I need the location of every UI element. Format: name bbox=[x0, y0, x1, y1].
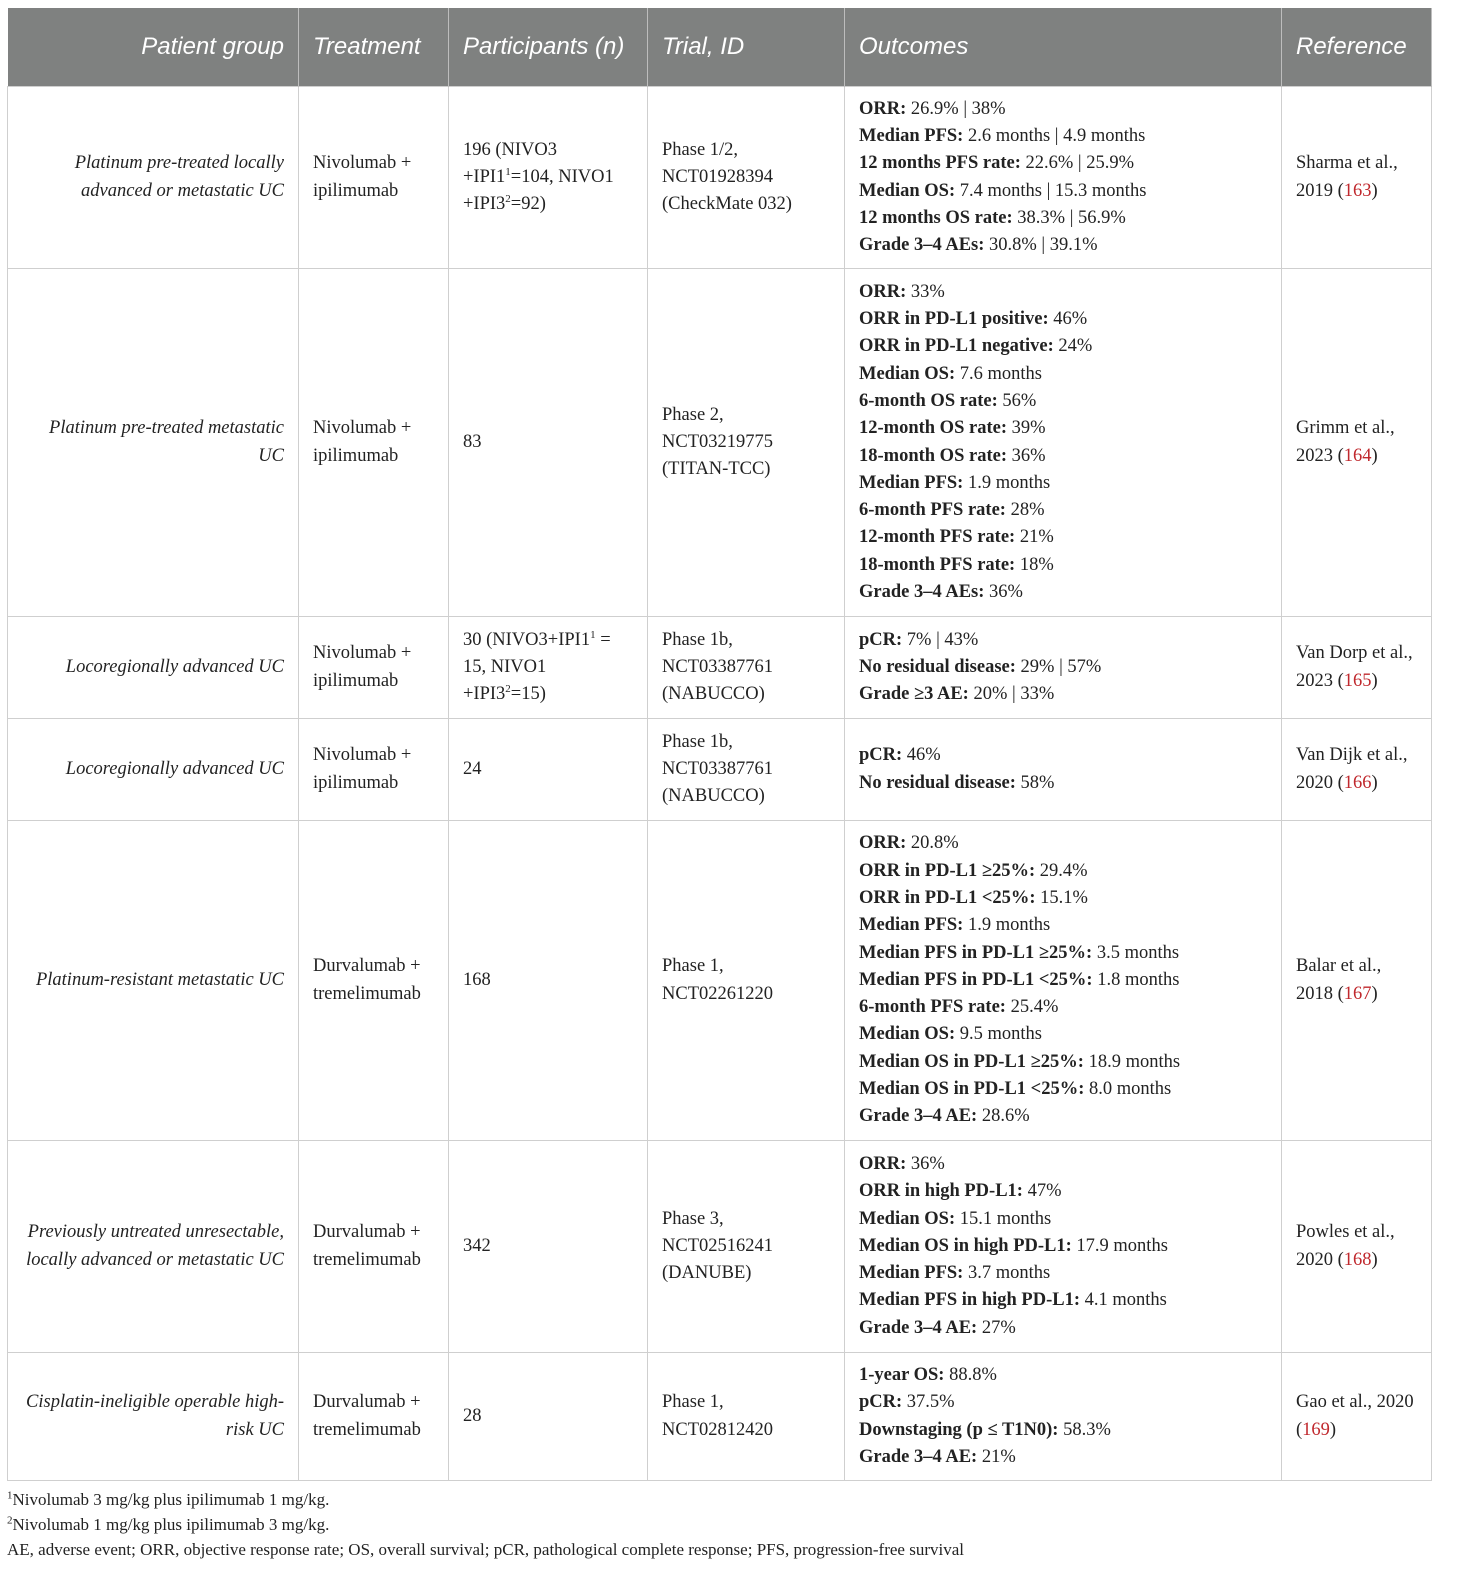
table-row bbox=[8, 87, 1432, 269]
reference-link[interactable]: 167 bbox=[1343, 983, 1372, 1004]
table-footnotes bbox=[7, 1487, 1431, 1562]
outcome-line bbox=[859, 150, 1267, 177]
outcome-line bbox=[859, 858, 1267, 885]
outcome-label: Downstaging (p ≤ T1N0): bbox=[859, 1419, 1059, 1440]
outcome-label: Grade 3–4 AEs: bbox=[859, 235, 985, 256]
outcome-label: ORR: bbox=[859, 281, 907, 302]
outcome-value: 37.5% bbox=[902, 1392, 955, 1413]
header-patient-group: Patient group bbox=[8, 8, 299, 87]
outcome-line bbox=[859, 524, 1267, 551]
outcome-value: 24% bbox=[1053, 336, 1093, 357]
participants-cell bbox=[449, 617, 648, 719]
outcome-value: 28% bbox=[1005, 500, 1045, 521]
table-row bbox=[8, 821, 1432, 1141]
outcome-label: ORR: bbox=[859, 98, 907, 119]
reference-text: Van Dorp et al., 2023 ( bbox=[1296, 643, 1413, 691]
trial-cell: Phase 2, NCT03219775 (TITAN-TCC) bbox=[648, 269, 845, 617]
outcome-line bbox=[859, 388, 1267, 415]
reference-link[interactable]: 166 bbox=[1343, 772, 1372, 793]
outcome-value: 3.5 months bbox=[1092, 942, 1180, 963]
outcome-line bbox=[859, 96, 1267, 123]
outcome-label: pCR: bbox=[859, 745, 903, 766]
participants-text: 196 (NIVO3 +IPI1 bbox=[463, 139, 558, 187]
reference-cell: Grimm et al., 2023 (164) bbox=[1282, 269, 1432, 617]
reference-link[interactable]: 168 bbox=[1343, 1249, 1372, 1270]
outcome-label: ORR in high PD-L1: bbox=[859, 1181, 1023, 1202]
table-row bbox=[8, 1353, 1432, 1481]
outcome-value: 8.0 months bbox=[1084, 1079, 1172, 1100]
outcomes-cell bbox=[845, 1353, 1282, 1481]
participants-text: 24 bbox=[463, 758, 482, 779]
reference-link[interactable]: 169 bbox=[1302, 1419, 1330, 1440]
outcome-line bbox=[859, 205, 1267, 232]
outcome-line bbox=[859, 1206, 1267, 1233]
outcome-line bbox=[859, 443, 1267, 470]
participants-text: 168 bbox=[463, 969, 491, 990]
trial-cell: Phase 3, NCT02516241 (DANUBE) bbox=[648, 1141, 845, 1353]
outcomes-cell bbox=[845, 1141, 1282, 1353]
outcomes-cell bbox=[845, 821, 1282, 1141]
outcome-value: 20.8% bbox=[906, 833, 959, 854]
outcome-value: 18.9 months bbox=[1083, 1051, 1181, 1072]
outcome-line bbox=[859, 654, 1267, 681]
outcome-line bbox=[859, 470, 1267, 497]
outcome-label: pCR: bbox=[859, 629, 903, 650]
outcome-value: 2.6 months | 4.9 months bbox=[963, 125, 1146, 146]
outcome-line bbox=[859, 178, 1267, 205]
outcome-label: ORR in PD-L1 negative: bbox=[859, 336, 1054, 357]
outcome-line bbox=[859, 994, 1267, 1021]
outcome-line bbox=[859, 1389, 1267, 1416]
outcome-line bbox=[859, 497, 1267, 524]
patient-group-cell: Platinum-resistant metastatic UC bbox=[8, 821, 299, 1141]
trial-cell: Phase 1, NCT02261220 bbox=[648, 821, 845, 1141]
trial-cell: Phase 1b, NCT03387761 (NABUCCO) bbox=[648, 617, 845, 719]
patient-group-cell: Previously untreated unresectable, locally advanced or metastatic UC bbox=[8, 1141, 299, 1353]
outcome-label: ORR in PD-L1 ≥25%: bbox=[859, 860, 1036, 881]
outcome-line bbox=[859, 552, 1267, 579]
outcome-value: 33% bbox=[906, 281, 945, 302]
outcome-label: ORR in PD-L1 <25%: bbox=[859, 887, 1036, 908]
outcome-label: 12-month OS rate: bbox=[859, 418, 1007, 439]
outcome-value: 36% bbox=[906, 1153, 945, 1174]
footnote bbox=[7, 1537, 1431, 1562]
outcome-line bbox=[859, 333, 1267, 360]
outcome-value: 38.3% | 56.9% bbox=[1012, 207, 1126, 228]
outcome-value: 30.8% | 39.1% bbox=[984, 235, 1098, 256]
reference-cell: Sharma et al., 2019 (163) bbox=[1282, 87, 1432, 269]
outcome-line bbox=[859, 306, 1267, 333]
outcome-value: 28.6% bbox=[977, 1106, 1030, 1127]
outcome-value: 39% bbox=[1006, 418, 1046, 439]
patient-group-cell: Platinum pre-treated locally advanced or metastatic UC bbox=[8, 87, 299, 269]
outcome-line bbox=[859, 361, 1267, 388]
outcome-value: 36% bbox=[984, 581, 1023, 602]
header-outcomes: Outcomes bbox=[845, 8, 1282, 87]
reference-link[interactable]: 165 bbox=[1343, 670, 1372, 691]
outcome-label: 6-month PFS rate: bbox=[859, 997, 1006, 1018]
outcome-label: Median OS: bbox=[859, 1024, 956, 1045]
outcome-value: 18% bbox=[1015, 554, 1054, 575]
reference-link[interactable]: 164 bbox=[1343, 445, 1372, 466]
outcome-line bbox=[859, 1151, 1267, 1178]
outcome-label: Grade 3–4 AE: bbox=[859, 1446, 978, 1467]
outcome-label: Median PFS: bbox=[859, 1263, 964, 1284]
reference-cell: Powles et al., 2020 (168) bbox=[1282, 1141, 1432, 1353]
outcome-value: 29.4% bbox=[1035, 860, 1088, 881]
outcome-line bbox=[859, 1103, 1267, 1130]
outcome-label: ORR: bbox=[859, 833, 907, 854]
participants-cell bbox=[449, 719, 648, 821]
reference-cell: Van Dorp et al., 2023 (165) bbox=[1282, 617, 1432, 719]
outcome-line bbox=[859, 1049, 1267, 1076]
reference-cell: Gao et al., 2020 (169) bbox=[1282, 1353, 1432, 1481]
participants-text: 30 (NIVO3+IPI1 bbox=[463, 629, 591, 650]
outcome-value: 47% bbox=[1022, 1181, 1062, 1202]
participants-text: 28 bbox=[463, 1405, 482, 1426]
outcome-line bbox=[859, 579, 1267, 606]
participants-text: =104, NIVO1 +IPI3 bbox=[463, 166, 614, 215]
participants-cell bbox=[449, 269, 648, 617]
outcome-value: 88.8% bbox=[944, 1364, 997, 1385]
treatment-cell: Durvalumab + tremelimumab bbox=[299, 821, 449, 1141]
outcome-value: 17.9 months bbox=[1071, 1235, 1168, 1256]
table-row bbox=[8, 719, 1432, 821]
outcome-label: 6-month PFS rate: bbox=[859, 500, 1006, 521]
header-trial: Trial, ID bbox=[648, 8, 845, 87]
outcome-line bbox=[859, 1178, 1267, 1205]
outcome-label: Median OS: bbox=[859, 1208, 956, 1229]
results-table bbox=[7, 8, 1432, 1481]
participants-text: =15) bbox=[510, 684, 546, 705]
participants-cell bbox=[449, 1141, 648, 1353]
outcome-line bbox=[859, 681, 1267, 708]
outcome-line bbox=[859, 232, 1267, 259]
footnote-mark: 1 bbox=[7, 1489, 13, 1502]
participants-cell bbox=[449, 87, 648, 269]
outcome-value: 20% | 33% bbox=[968, 684, 1055, 705]
participants-text: 83 bbox=[463, 431, 482, 452]
trial-cell: Phase 1b, NCT03387761 (NABUCCO) bbox=[648, 719, 845, 821]
outcome-value: 27% bbox=[977, 1317, 1016, 1338]
outcome-line bbox=[859, 1362, 1267, 1389]
outcome-label: Grade 3–4 AE: bbox=[859, 1106, 978, 1127]
outcome-label: 1-year OS: bbox=[859, 1364, 945, 1385]
outcome-value: 1.8 months bbox=[1092, 969, 1180, 990]
outcome-value: 25.4% bbox=[1005, 997, 1059, 1018]
reference-text: Gao et al., 2020 ( bbox=[1296, 1392, 1414, 1440]
outcome-label: 12 months OS rate: bbox=[859, 207, 1013, 228]
outcome-value: 56% bbox=[997, 390, 1037, 411]
footnote-mark: 2 bbox=[505, 682, 511, 695]
footnote bbox=[7, 1512, 1431, 1537]
outcome-value: 58.3% bbox=[1058, 1419, 1111, 1440]
outcomes-cell bbox=[845, 617, 1282, 719]
header-reference: Reference bbox=[1282, 8, 1432, 87]
patient-group-cell: Cisplatin-ineligible operable high-risk UC bbox=[8, 1353, 299, 1481]
outcome-label: Grade 3–4 AE: bbox=[859, 1317, 978, 1338]
outcome-value: 36% bbox=[1006, 445, 1046, 466]
outcome-value: 26.9% | 38% bbox=[906, 98, 1006, 119]
outcome-value: 7% | 43% bbox=[902, 629, 979, 650]
outcome-label: Median OS in high PD-L1: bbox=[859, 1235, 1072, 1256]
header-row bbox=[8, 8, 1432, 87]
reference-cell: Van Dijk et al., 2020 (166) bbox=[1282, 719, 1432, 821]
treatment-cell: Durvalumab + tremelimumab bbox=[299, 1141, 449, 1353]
trial-cell: Phase 1, NCT02812420 bbox=[648, 1353, 845, 1481]
outcome-label: 18-month OS rate: bbox=[859, 445, 1007, 466]
outcome-label: 12 months PFS rate: bbox=[859, 153, 1021, 174]
table-row bbox=[8, 617, 1432, 719]
outcome-value: 21% bbox=[977, 1446, 1016, 1467]
outcome-line bbox=[859, 415, 1267, 442]
outcome-label: 12-month PFS rate: bbox=[859, 527, 1016, 548]
outcome-label: Median OS: bbox=[859, 180, 956, 201]
outcome-label: Median OS in PD-L1 <25%: bbox=[859, 1079, 1085, 1100]
treatment-cell: Nivolumab + ipilimumab bbox=[299, 719, 449, 821]
outcome-label: ORR in PD-L1 positive: bbox=[859, 309, 1049, 330]
outcome-value: 7.4 months | 15.3 months bbox=[955, 180, 1147, 201]
outcome-label: 6-month OS rate: bbox=[859, 390, 998, 411]
reference-text: Sharma et al., 2019 ( bbox=[1296, 153, 1398, 201]
outcome-value: 21% bbox=[1015, 527, 1054, 548]
reference-text: Van Dijk et al., 2020 ( bbox=[1296, 745, 1408, 793]
reference-text: Grimm et al., 2023 ( bbox=[1296, 418, 1395, 466]
outcome-value: 1.9 months bbox=[963, 472, 1051, 493]
outcome-value: 4.1 months bbox=[1080, 1290, 1167, 1311]
outcome-value: 22.6% | 25.9% bbox=[1020, 153, 1135, 174]
outcome-label: 18-month PFS rate: bbox=[859, 554, 1016, 575]
outcome-value: 29% | 57% bbox=[1015, 656, 1102, 677]
outcome-label: Median PFS: bbox=[859, 915, 964, 936]
footnote-mark: 2 bbox=[7, 1514, 13, 1527]
outcome-line bbox=[859, 1444, 1267, 1471]
treatment-cell: Durvalumab + tremelimumab bbox=[299, 1353, 449, 1481]
footnote bbox=[7, 1487, 1431, 1512]
outcome-line bbox=[859, 1076, 1267, 1103]
outcome-label: No residual disease: bbox=[859, 772, 1016, 793]
outcome-line bbox=[859, 912, 1267, 939]
outcome-label: Grade ≥3 AE: bbox=[859, 684, 969, 705]
outcome-value: 46% bbox=[1048, 309, 1088, 330]
footnote-text: AE, adverse event; ORR, objective response rate; OS, overall survival; pCR, pathological complete response; PFS, progression-free survival bbox=[7, 1540, 964, 1559]
footnote-text: Nivolumab 3 mg/kg plus ipilimumab 1 mg/kg. bbox=[12, 1490, 330, 1509]
outcome-value: 3.7 months bbox=[963, 1263, 1051, 1284]
footnote-mark: 1 bbox=[505, 165, 511, 178]
outcome-label: pCR: bbox=[859, 1392, 903, 1413]
outcome-line bbox=[859, 1260, 1267, 1287]
outcome-value: 46% bbox=[902, 745, 941, 766]
trial-cell: Phase 1/2, NCT01928394 (CheckMate 032) bbox=[648, 87, 845, 269]
header-participants: Participants (n) bbox=[449, 8, 648, 87]
patient-group-cell: Locoregionally advanced UC bbox=[8, 719, 299, 821]
footnote-text: Nivolumab 1 mg/kg plus ipilimumab 3 mg/kg. bbox=[12, 1515, 330, 1534]
outcome-line bbox=[859, 279, 1267, 306]
outcome-line bbox=[859, 1315, 1267, 1342]
outcome-line bbox=[859, 1417, 1267, 1444]
outcome-line bbox=[859, 885, 1267, 912]
outcome-line bbox=[859, 123, 1267, 150]
outcome-label: Median PFS in PD-L1 ≥25%: bbox=[859, 942, 1093, 963]
reference-text: Powles et al., 2020 ( bbox=[1296, 1222, 1395, 1270]
table-row bbox=[8, 1141, 1432, 1353]
participants-text: =92) bbox=[510, 194, 546, 215]
outcomes-cell bbox=[845, 719, 1282, 821]
outcomes-cell bbox=[845, 269, 1282, 617]
outcome-value: 7.6 months bbox=[955, 363, 1042, 384]
patient-group-cell: Platinum pre-treated metastatic UC bbox=[8, 269, 299, 617]
reference-text: Balar et al., 2018 ( bbox=[1296, 956, 1382, 1004]
outcome-label: Median PFS: bbox=[859, 125, 964, 146]
outcome-line bbox=[859, 967, 1267, 994]
outcome-label: Median PFS: bbox=[859, 472, 964, 493]
treatment-cell: Nivolumab + ipilimumab bbox=[299, 87, 449, 269]
outcome-line bbox=[859, 1287, 1267, 1314]
footnote-mark: 2 bbox=[505, 192, 511, 205]
outcome-line bbox=[859, 742, 1267, 769]
outcome-line bbox=[859, 940, 1267, 967]
outcome-line bbox=[859, 1233, 1267, 1260]
treatment-cell: Nivolumab + ipilimumab bbox=[299, 617, 449, 719]
outcome-value: 58% bbox=[1015, 772, 1055, 793]
outcomes-cell bbox=[845, 87, 1282, 269]
outcome-line bbox=[859, 770, 1267, 797]
outcome-label: No residual disease: bbox=[859, 656, 1016, 677]
outcome-value: 9.5 months bbox=[955, 1024, 1042, 1045]
outcome-value: 1.9 months bbox=[963, 915, 1051, 936]
table-row bbox=[8, 269, 1432, 617]
outcome-label: ORR: bbox=[859, 1153, 907, 1174]
reference-cell: Balar et al., 2018 (167) bbox=[1282, 821, 1432, 1141]
outcome-label: Median OS in PD-L1 ≥25%: bbox=[859, 1051, 1084, 1072]
outcome-label: Median PFS in high PD-L1: bbox=[859, 1290, 1080, 1311]
outcome-value: 15.1% bbox=[1035, 887, 1088, 908]
participants-cell bbox=[449, 1353, 648, 1481]
reference-link[interactable]: 163 bbox=[1343, 180, 1372, 201]
participants-text: = 15, NIVO1 +IPI3 bbox=[463, 629, 611, 705]
outcome-line bbox=[859, 627, 1267, 654]
outcome-label: Median OS: bbox=[859, 363, 956, 384]
header-treatment: Treatment bbox=[299, 8, 449, 87]
outcome-line bbox=[859, 830, 1267, 857]
outcome-label: Grade 3–4 AEs: bbox=[859, 581, 985, 602]
outcome-line bbox=[859, 1021, 1267, 1048]
participants-cell bbox=[449, 821, 648, 1141]
participants-text: 342 bbox=[463, 1235, 491, 1256]
treatment-cell: Nivolumab + ipilimumab bbox=[299, 269, 449, 617]
patient-group-cell: Locoregionally advanced UC bbox=[8, 617, 299, 719]
outcome-value: 15.1 months bbox=[955, 1208, 1052, 1229]
outcome-label: Median PFS in PD-L1 <25%: bbox=[859, 969, 1093, 990]
footnote-mark: 1 bbox=[590, 628, 596, 641]
